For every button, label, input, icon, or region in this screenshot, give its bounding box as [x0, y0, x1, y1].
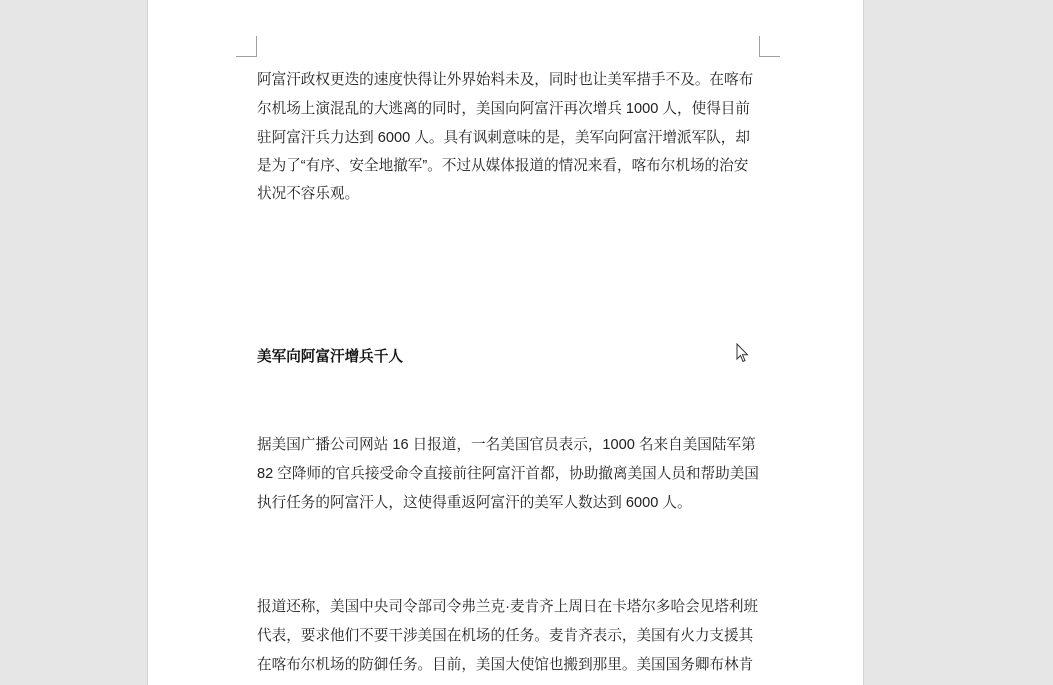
paragraph-line: 据美国广播公司网站 16 日报道，一名美国官员表示，1000 名来自美国陆军第: [257, 437, 756, 453]
paragraph-line: 驻阿富汗兵力达到 6000 人。具有讽刺意味的是，美军向阿富汗增派军队，却: [257, 130, 750, 146]
paragraph-line: 代表，要求他们不要干涉美国在机场的任务。麦肯齐表示，美国有火力支援其: [257, 628, 754, 644]
paragraph-line: 在喀布尔机场的防御任务。目前，美国大使馆也搬到那里。美国国务卿布林肯: [257, 657, 754, 673]
paragraph-line: 执行任务的阿富汗人，这使得重返阿富汗的美军人数达到 6000 人。: [257, 495, 692, 511]
mouse-pointer-icon: [736, 343, 750, 368]
paragraph-line: 82 空降师的官兵接受命令直接前往阿富汗首都，协助撤离美国人员和帮助美国: [257, 466, 759, 482]
paragraph-line: 是为了“有序、安全地撤军”。不过从媒体报道的情况来看，喀布尔机场的治安: [257, 158, 749, 174]
margin-corner-mark-left: [236, 36, 257, 57]
document-page[interactable]: [147, 0, 864, 685]
margin-corner-mark-right: [759, 36, 780, 57]
section-heading: 美军向阿富汗增兵千人: [257, 349, 403, 365]
paragraph-line: 报道还称，美国中央司令部司令弗兰克·麦肯齐上周日在卡塔尔多哈会见塔利班: [257, 599, 759, 615]
paragraph-line: 尔机场上演混乱的大逃离的同时，美国向阿富汗再次增兵 1000 人，使得目前: [257, 101, 750, 117]
paragraph-line: 状况不容乐观。: [257, 186, 360, 202]
paragraph-line: 阿富汗政权更迭的速度快得让外界始料未及，同时也让美军措手不及。在喀布: [257, 72, 754, 88]
